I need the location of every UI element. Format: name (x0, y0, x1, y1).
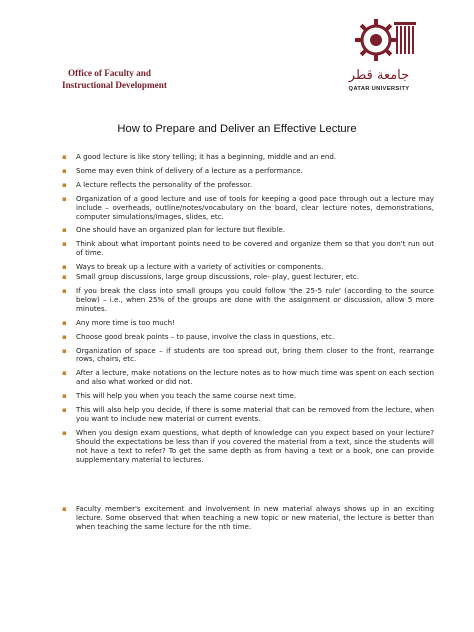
office-name (62, 68, 212, 91)
list-item (62, 287, 434, 314)
list-item (62, 263, 434, 272)
spacer (62, 469, 434, 505)
bullet-icon: ▪ (62, 286, 67, 295)
logo-arabic-text: جامعة قطر (348, 68, 410, 83)
list-item-text: Some may even think of delivery of a lecture as a performance. (76, 165, 303, 175)
list-item-text: Ways to break up a lecture with a variety of activities or components. (76, 262, 324, 272)
bullet-icon: ▪ (62, 406, 67, 415)
bullet-icon: ▪ (62, 153, 67, 161)
list-item-text: Organization of a good lecture and use of tools for keeping a good pace through out a lecture may include – overheads, outline/notes/vocabulary on the board, clear lecture notes, demonstrations, computer simulations/images, slides, etc. (76, 193, 434, 221)
list-item (62, 333, 434, 342)
bullet-icon: ▪ (62, 332, 67, 341)
list-item-text: Small group discussions, large group discussions, role- play, guest lecturer, etc. (76, 272, 360, 282)
list-item-text: If you break the class into small groups you could follow 'the 25-5 rule' (according to the source below) – i.e., when 25% of the groups are done with the assignment or discussion, allow 5 more minutes. (76, 285, 434, 313)
list-item (62, 240, 434, 258)
list-item (62, 406, 434, 424)
list-item-text: One should have an organized plan for lecture but flexible. (76, 225, 285, 235)
list-item-text: Organization of space – if students are too spread out, bring them closer to the front, rearrange rows, chairs, etc. (76, 345, 434, 364)
bullet-icon: ▪ (62, 273, 67, 282)
list-item-text: After a lecture, make notations on the lecture notes as to how much time was spent on each section and also what worked or did not. (76, 368, 434, 387)
list-item (62, 273, 434, 282)
list-item-text: Faculty member's excitement and involvement in new material always shows up in an exciting lecture. Some observed that when teaching a new topic or new material, the lecture is better than when teaching the same lecture for the nth time. (76, 504, 434, 532)
bullet-icon: ▪ (62, 346, 67, 355)
list-item-text: When you design exam questions, what depth of knowledge can you expect based on your lecture? Should the expectations be less than if you covered the material from a text, since the students will not have a text to refer? To get the same depth as from having a text or a book, one can provide supplementary material to lectures. (76, 427, 434, 464)
page-title: How to Prepare and Deliver an Effective Lecture (117, 123, 357, 135)
list-item (62, 195, 434, 222)
bullet-icon: ▪ (62, 505, 67, 514)
bullet-icon: ▪ (62, 166, 67, 175)
bullet-icon: ▪ (62, 428, 67, 437)
list-item-text: Choose good break points – to pause, involve the class in questions, etc. (76, 331, 335, 341)
bullet-icon: ▪ (62, 180, 67, 189)
list-item (62, 153, 434, 162)
bullet-icon: ▪ (62, 318, 67, 327)
office-name-line1: Office of Faculty and (68, 68, 151, 78)
list-item-text: A good lecture is like story telling; it has a beginning, middle and an end. (76, 152, 337, 161)
list-item (62, 347, 434, 365)
bullet-icon: ▪ (62, 263, 67, 272)
list-item (62, 167, 434, 176)
list-item-text: Any more time is too much! (76, 317, 175, 327)
list-item (62, 226, 434, 235)
list-item (62, 319, 434, 328)
list-item (62, 429, 434, 465)
office-name-line2: Instructional Development (62, 79, 167, 90)
bullet-icon: ▪ (62, 226, 67, 235)
list-item-text: This will help you when you teach the same course next time. (76, 391, 297, 401)
list-item (62, 505, 434, 532)
bullet-icon: ▪ (62, 392, 67, 401)
list-item-text: This will also help you decide, if there is some material that can be removed from the lecture, when you want to include new material or current events. (76, 405, 434, 423)
bullet-list (62, 153, 434, 537)
list-item (62, 181, 434, 190)
list-item (62, 392, 434, 401)
list-item (62, 369, 434, 387)
list-item-text: Think about what important points need to be covered and organize them so that you don't run out of time. (76, 239, 434, 258)
logo-english-text: QATAR UNIVERSITY (348, 86, 410, 92)
bullet-icon: ▪ (62, 240, 67, 249)
bullet-icon: ▪ (62, 194, 67, 203)
bullet-icon: ▪ (62, 369, 67, 378)
list-item-text: A lecture reflects the personality of the professor. (76, 179, 253, 189)
